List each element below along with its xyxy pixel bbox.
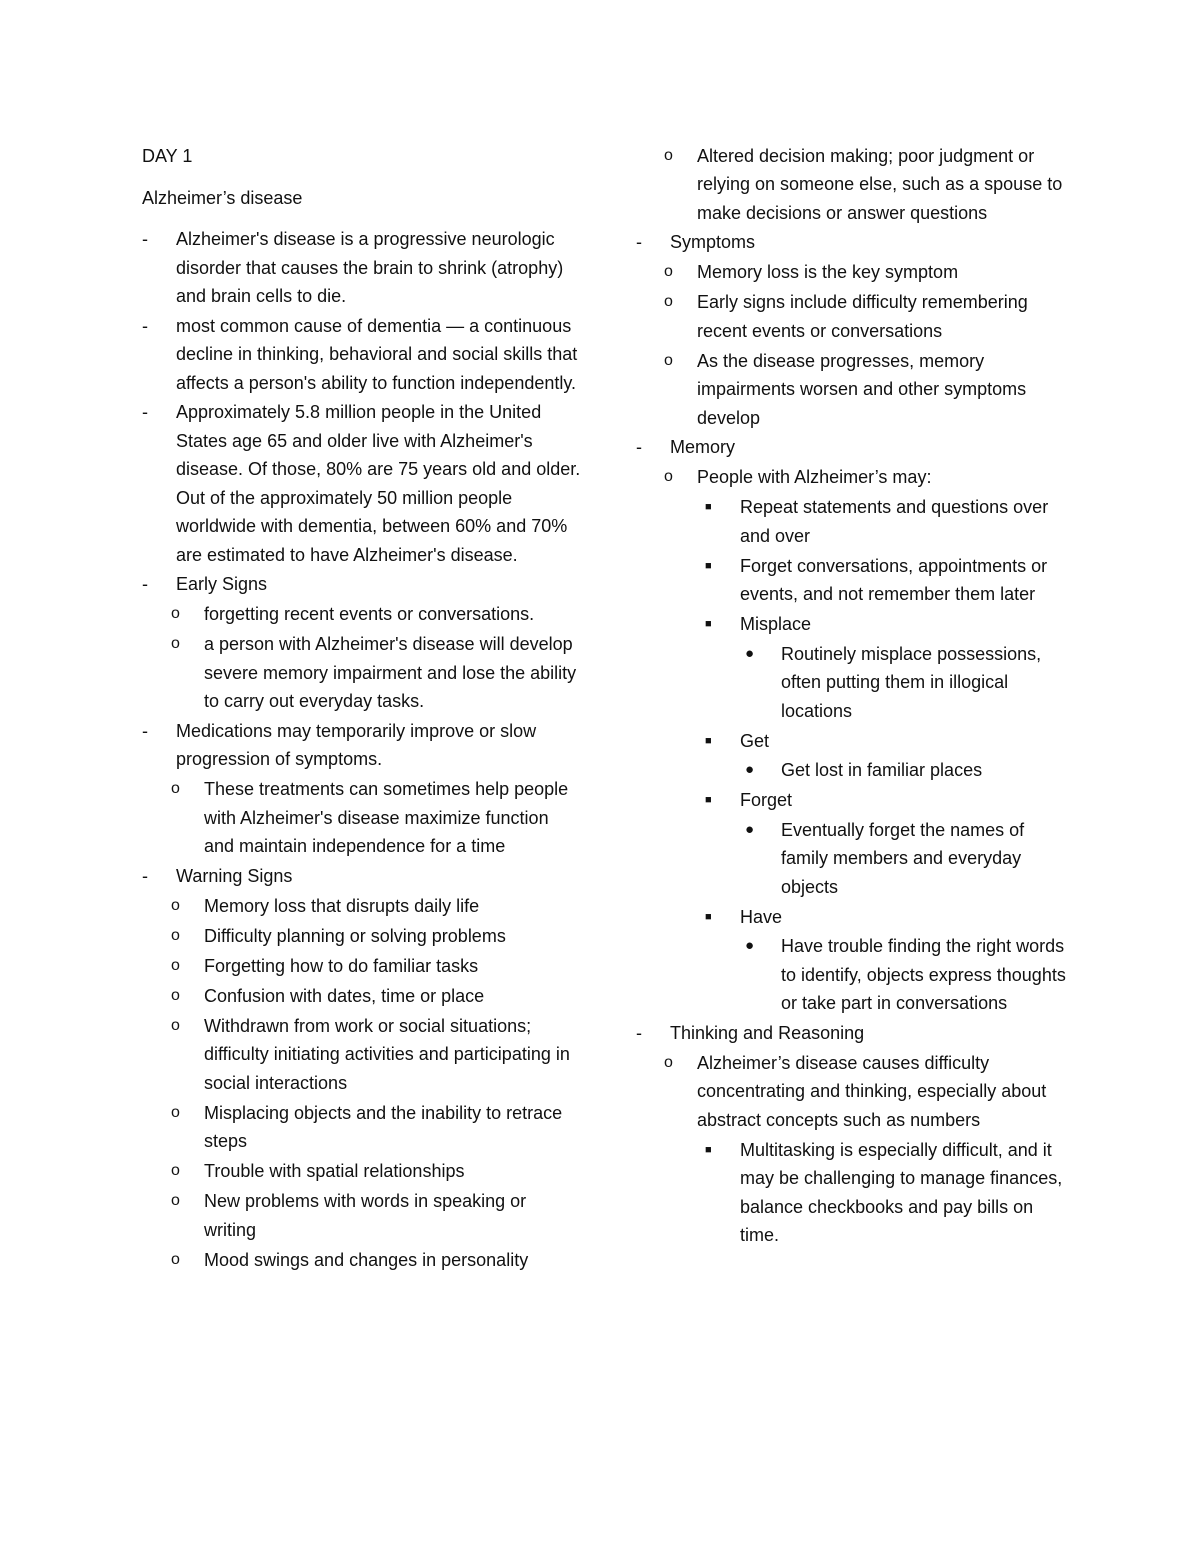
section-label: Early Signs xyxy=(176,574,268,594)
square-marker: ■ xyxy=(705,559,712,572)
list-item-text: Confusion with dates, time or place xyxy=(204,985,485,1006)
list-item-text: Trouble with spatial relationships xyxy=(204,1161,465,1181)
circle-marker: o xyxy=(171,1192,180,1209)
list-item-text: Difficulty planning or solving problems xyxy=(204,925,506,946)
section-label: Memory xyxy=(670,437,736,457)
bullet-symptoms xyxy=(636,228,1076,257)
bullet-marker: ● xyxy=(745,820,755,838)
list-item-text: Forgetting how to do familiar tasks xyxy=(204,955,479,976)
list-item-text: a person with Alzheimer's disease will develop severe memory impairment and lose the ability to carry out everyday tasks. xyxy=(204,634,577,711)
bullet-text: most common cause of dementia — a continuous decline in thinking, behavioral and social skills that affects a person's ability to function independently. xyxy=(176,315,578,393)
dash-marker: - xyxy=(636,437,642,457)
bullet-marker: ● xyxy=(745,644,755,662)
sub-list-item xyxy=(636,610,1076,639)
bullet-warning-signs xyxy=(142,862,582,891)
circle-marker: o xyxy=(664,146,673,164)
dash-marker: - xyxy=(142,720,148,741)
list-item-text: Alzheimer’s disease causes difficulty concentrating and thinking, especially about abstract concepts such as numbers xyxy=(697,1052,1047,1130)
circle-marker: o xyxy=(171,896,180,914)
sub-list-item-text: Misplace xyxy=(740,614,812,634)
sub-list-item-text: Have xyxy=(740,906,783,927)
sub-list-item-text: Multitasking is especially difficult, and it may be challenging to manage finances, balance checkbooks and pay bills on time. xyxy=(740,1139,1063,1245)
sub-list-item-text: Forget conversations, appointments or events, and not remember them later xyxy=(740,555,1048,604)
list-item xyxy=(636,463,1076,492)
circle-marker: o xyxy=(171,1162,180,1179)
left-column xyxy=(142,140,582,1274)
sub-list-item xyxy=(636,552,1076,609)
list-item xyxy=(142,922,582,951)
circle-marker: o xyxy=(664,1053,673,1071)
square-marker: ■ xyxy=(705,794,712,806)
detail-item-text: Routinely misplace possessions, often putting them in illogical locations xyxy=(781,643,1042,721)
list-item-text: These treatments can sometimes help people with Alzheimer's disease maximize function and maintain independence for a time xyxy=(204,779,569,856)
list-item-text: Early signs include difficulty remembering recent events or conversations xyxy=(697,292,1028,341)
circle-marker: o xyxy=(664,351,673,369)
circle-marker: o xyxy=(171,780,180,797)
bullet-marker: ● xyxy=(745,937,755,954)
list-item xyxy=(142,1012,582,1098)
dash-marker: - xyxy=(142,865,148,886)
list-item-text: Memory loss that disrupts daily life xyxy=(204,895,480,916)
circle-marker: o xyxy=(664,293,673,310)
list-item-text: forgetting recent events or conversations. xyxy=(204,604,535,624)
bullet-memory xyxy=(636,433,1076,462)
day-heading: DAY 1 xyxy=(142,146,193,166)
sub-list-item xyxy=(636,1136,1076,1250)
square-marker: ■ xyxy=(705,501,712,513)
circle-marker: o xyxy=(171,605,180,622)
circle-marker: o xyxy=(171,1016,180,1034)
list-item-text: Withdrawn from work or social situations; difficulty initiating activities and participating in social interactions xyxy=(204,1015,570,1093)
section-label: Medications may temporarily improve or slow progression of symptoms. xyxy=(176,720,537,769)
list-item-text: Memory loss is the key symptom xyxy=(697,262,959,282)
circle-marker: o xyxy=(171,1250,180,1268)
dash-marker: - xyxy=(142,229,148,249)
detail-item-text: Have trouble finding the right words to identify, objects express thoughts or take part in conversations xyxy=(781,936,1066,1013)
dash-marker: - xyxy=(142,315,148,336)
circle-marker: o xyxy=(171,1103,180,1121)
bullet-marker: ● xyxy=(745,761,755,778)
list-item xyxy=(142,982,582,1011)
sub-list-item xyxy=(636,727,1076,756)
detail-item xyxy=(636,756,1076,785)
circle-marker: o xyxy=(171,926,180,944)
sub-list-item-text: Get xyxy=(740,730,770,751)
section-label: Symptoms xyxy=(670,232,756,252)
list-item xyxy=(636,1049,1076,1135)
right-column xyxy=(636,140,1076,1250)
bullet-definition-dementia xyxy=(142,312,582,398)
list-item xyxy=(142,1157,582,1186)
sub-list-item-text: Forget xyxy=(740,790,793,810)
section-label: Warning Signs xyxy=(176,865,293,886)
bullet-definition-progressive xyxy=(142,225,582,311)
list-item-text: New problems with words in speaking or writing xyxy=(204,1191,527,1240)
dash-marker: - xyxy=(142,574,148,594)
circle-marker: o xyxy=(171,986,180,1004)
square-marker: ■ xyxy=(705,910,712,923)
topic-heading: Alzheimer’s disease xyxy=(142,187,303,208)
list-item xyxy=(636,347,1076,433)
list-item xyxy=(142,1187,582,1244)
list-item xyxy=(142,600,582,629)
list-item xyxy=(142,892,582,921)
circle-marker: o xyxy=(171,635,180,652)
list-item xyxy=(142,1099,582,1156)
list-item-text: Misplacing objects and the inability to retrace steps xyxy=(204,1102,563,1151)
circle-marker: o xyxy=(664,468,673,485)
list-item xyxy=(142,1246,582,1275)
detail-item xyxy=(636,640,1076,726)
square-marker: ■ xyxy=(705,1143,712,1156)
dash-marker: - xyxy=(636,1022,642,1043)
bullet-early-signs xyxy=(142,570,582,599)
detail-item xyxy=(636,816,1076,902)
list-item xyxy=(636,288,1076,345)
dash-marker: - xyxy=(142,402,148,422)
circle-marker: o xyxy=(171,956,180,974)
list-item xyxy=(142,630,582,716)
list-item xyxy=(636,258,1076,287)
list-item-text: Mood swings and changes in personality xyxy=(204,1249,529,1270)
sub-list-item xyxy=(636,493,1076,550)
bullet-statistics xyxy=(142,398,582,569)
sub-list-item xyxy=(636,903,1076,932)
bullet-thinking-reasoning xyxy=(636,1019,1076,1048)
circle-marker: o xyxy=(664,263,673,280)
bullet-medications xyxy=(142,717,582,774)
list-item-text: People with Alzheimer’s may: xyxy=(697,467,932,487)
detail-item xyxy=(636,932,1076,1018)
bullet-text: Approximately 5.8 million people in the United States age 65 and older live with Alzheimer's disease. Of those, 80% are 75 years old and older. Out of the approximately 50 million people worldwide with dementia, between 60% and 70% are estimated to have Alzheimer's disease. xyxy=(176,402,581,565)
bullet-text: Alzheimer's disease is a progressive neurologic disorder that causes the brain to shrink (atrophy) and brain cells to die. xyxy=(176,229,564,306)
detail-item-text: Eventually forget the names of family members and everyday objects xyxy=(781,819,1025,897)
list-item-continued xyxy=(636,142,1076,228)
list-item-text: Altered decision making; poor judgment or relying on someone else, such as a spouse to make decisions or answer questions xyxy=(697,145,1063,223)
list-item xyxy=(142,952,582,981)
dash-marker: - xyxy=(636,232,642,252)
section-label: Thinking and Reasoning xyxy=(670,1022,865,1043)
square-marker: ■ xyxy=(705,734,712,747)
detail-item-text: Get lost in familiar places xyxy=(781,760,983,780)
square-marker: ■ xyxy=(705,618,712,630)
list-item-text: As the disease progresses, memory impairments worsen and other symptoms develop xyxy=(697,350,1027,428)
sub-list-item-text: Repeat statements and questions over and over xyxy=(740,497,1049,546)
list-item xyxy=(142,775,582,861)
sub-list-item xyxy=(636,786,1076,815)
